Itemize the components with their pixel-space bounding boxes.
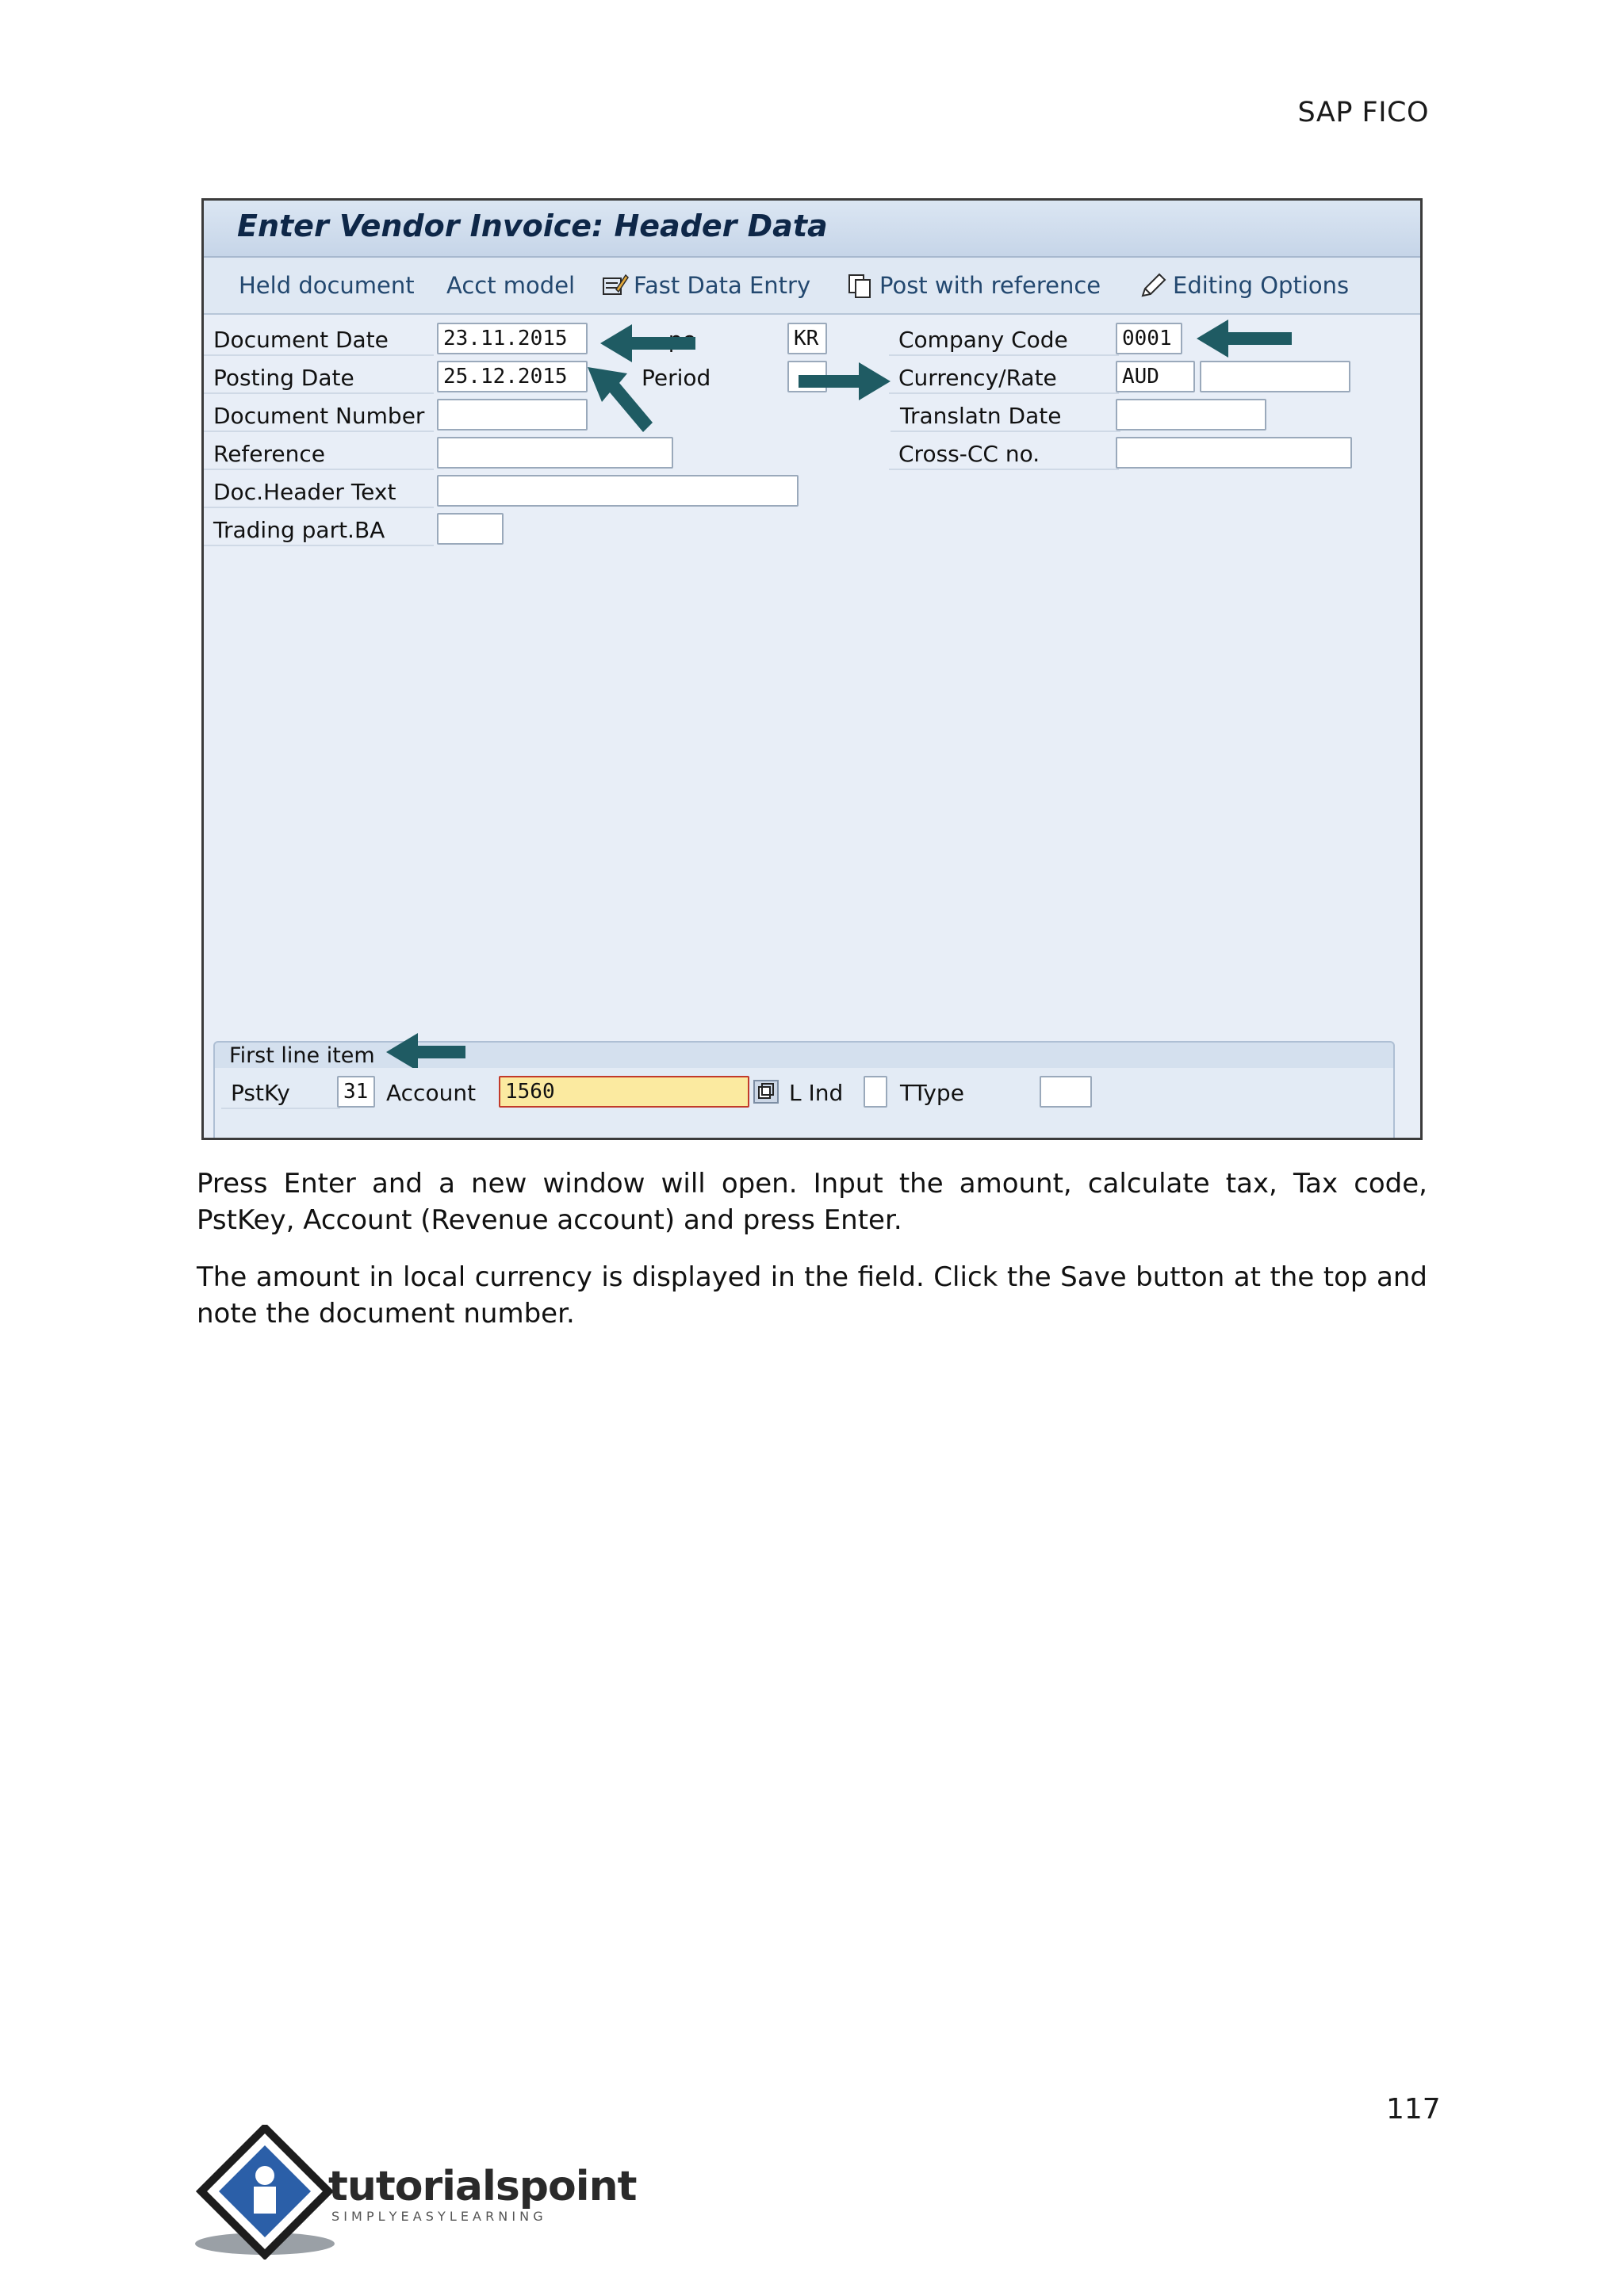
editing-options-button[interactable] <box>1138 272 1349 299</box>
trading-part-label: Trading part.BA <box>204 515 434 546</box>
logo-wordmark: tutorialspoint <box>328 2163 637 2210</box>
fast-data-entry-button[interactable] <box>599 272 810 299</box>
sap-body <box>204 315 1420 1138</box>
instruction-paragraph-2: The amount in local currency is displayed in the field. Click the Save button at the top and note the document number. <box>197 1261 1427 1330</box>
arrow-posting-date-icon <box>583 361 662 440</box>
exchange-rate-field[interactable] <box>1200 361 1350 392</box>
pstky-field[interactable]: 31 <box>337 1076 375 1108</box>
arrow-currency-rate-icon <box>795 354 894 410</box>
posting-date-field[interactable]: 25.12.2015 <box>437 361 588 392</box>
period-label: Period <box>642 365 711 391</box>
fast-entry-icon <box>599 272 629 299</box>
l-ind-field[interactable] <box>864 1076 887 1108</box>
first-line-item-header <box>213 1041 1395 1070</box>
sap-title-bar <box>204 201 1420 258</box>
sap-screen-title: Enter Vendor Invoice: Header Data <box>237 209 828 243</box>
acct-model-label: Acct model <box>446 272 576 299</box>
reference-label: Reference <box>204 438 434 470</box>
l-ind-label: L Ind <box>789 1080 844 1106</box>
page-number: 117 <box>1386 2093 1441 2126</box>
doc-header-text-field[interactable] <box>437 475 799 507</box>
document-number-label: Document Number <box>204 400 434 432</box>
cross-cc-label: Cross-CC no. <box>889 438 1119 470</box>
document-date-label: Document Date <box>204 324 434 356</box>
pencil-icon <box>1138 272 1168 299</box>
type-field[interactable]: KR <box>787 323 827 354</box>
account-label: Account <box>386 1080 477 1106</box>
post-reference-icon <box>845 272 875 299</box>
fast-data-entry-label: Fast Data Entry <box>634 272 811 299</box>
trading-part-field[interactable] <box>437 513 504 545</box>
tutorialspoint-logo <box>195 2125 655 2260</box>
held-document-button[interactable] <box>239 272 415 299</box>
document-number-field[interactable] <box>437 399 588 430</box>
editing-options-label: Editing Options <box>1173 272 1350 299</box>
sap-window <box>201 198 1423 1140</box>
company-code-label: Company Code <box>889 324 1119 356</box>
post-with-reference-label: Post with reference <box>879 272 1101 299</box>
search-help-icon[interactable] <box>753 1079 779 1104</box>
instruction-paragraph-1: Press Enter and a new window will open. Input the amount, calculate tax, Tax code, PstKey, Account (Revenue account) and press Enter. <box>197 1168 1427 1236</box>
translatn-date-label: Translatn Date <box>891 400 1120 432</box>
ttype-field[interactable] <box>1040 1076 1092 1108</box>
first-line-item-body <box>213 1068 1395 1139</box>
acct-model-button[interactable] <box>446 272 575 299</box>
reference-field[interactable] <box>437 437 673 469</box>
currency-field[interactable]: AUD <box>1116 361 1195 392</box>
first-line-item-title: First line item <box>229 1043 375 1068</box>
company-code-field[interactable]: 0001 <box>1116 323 1182 354</box>
document-date-field[interactable]: 23.11.2015 <box>437 323 588 354</box>
currency-rate-label: Currency/Rate <box>889 362 1119 394</box>
pstky-label: PstKy <box>221 1077 340 1109</box>
page-header: SAP FICO <box>1297 97 1429 128</box>
posting-date-label: Posting Date <box>204 362 434 394</box>
sap-toolbar <box>204 258 1420 315</box>
doc-header-text-label: Doc.Header Text <box>204 476 434 508</box>
logo-tagline: S I M P L Y E A S Y L E A R N I N G <box>331 2209 543 2224</box>
post-with-reference-button[interactable] <box>845 272 1101 299</box>
arrow-company-code-icon <box>1193 310 1297 365</box>
held-document-label: Held document <box>239 272 415 299</box>
account-field[interactable]: 1560 <box>499 1076 749 1108</box>
cross-cc-field[interactable] <box>1116 437 1352 469</box>
ttype-label: TType <box>900 1080 964 1106</box>
translatn-date-field[interactable] <box>1116 399 1266 430</box>
